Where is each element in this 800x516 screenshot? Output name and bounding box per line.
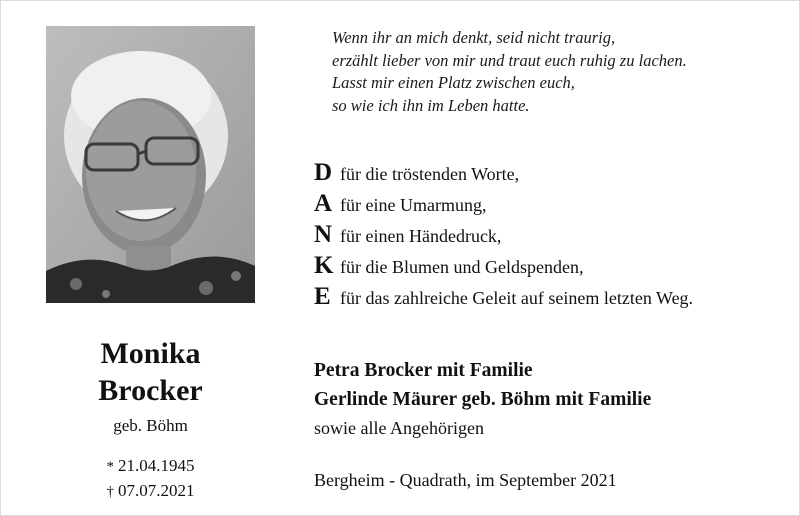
danke-text: für einen Händedruck, <box>340 226 502 246</box>
death-date-row <box>46 479 255 504</box>
poem-line: Wenn ihr an mich denkt, seid nicht traurig, <box>332 28 616 47</box>
birth-date-row <box>46 454 255 479</box>
danke-letter: D <box>314 159 333 186</box>
danke-row <box>314 159 784 190</box>
deceased-maiden-name: geb. Böhm <box>113 416 188 435</box>
memorial-poem <box>332 27 792 117</box>
danke-row <box>314 252 784 283</box>
deceased-first-name: Monika <box>100 337 201 370</box>
birth-date: 21.04.1945 <box>118 456 195 475</box>
danke-row <box>314 283 784 314</box>
danke-letter: E <box>314 283 331 310</box>
poem-line: erzählt lieber von mir und traut euch ruhig zu lachen. <box>332 50 687 70</box>
death-symbol: † <box>106 484 114 500</box>
family-line: Gerlinde Mäurer geb. Böhm mit Familie <box>314 389 652 410</box>
poem-line: Lasst mir einen Platz zwischen euch, <box>332 73 575 92</box>
deceased-block <box>46 335 255 504</box>
danke-row <box>314 190 784 221</box>
danke-text: für die tröstenden Worte, <box>340 164 520 184</box>
danke-letter: A <box>314 190 333 217</box>
danke-text: für die Blumen und Geldspenden, <box>340 257 584 277</box>
family-line: sowie alle Angehörigen <box>314 418 484 438</box>
place-and-date: Bergheim - Quadrath, im September 2021 <box>314 470 617 490</box>
danke-text: für eine Umarmung, <box>340 195 487 215</box>
danke-row <box>314 221 784 252</box>
family-signatures <box>314 356 794 442</box>
life-dates <box>46 454 255 504</box>
danke-letter: N <box>314 221 333 248</box>
danke-letter: K <box>314 252 334 279</box>
death-date: 07.07.2021 <box>118 481 195 500</box>
family-line: Petra Brocker mit Familie <box>314 360 533 381</box>
birth-symbol: * <box>106 459 114 475</box>
deceased-last-name: Brocker <box>98 374 203 407</box>
poem-line: so wie ich ihn im Leben hatte. <box>332 95 530 115</box>
danke-acrostic <box>314 159 784 314</box>
portrait-photo <box>46 26 255 303</box>
danke-text: für das zahlreiche Geleit auf seinem letzten Weg. <box>340 288 694 308</box>
